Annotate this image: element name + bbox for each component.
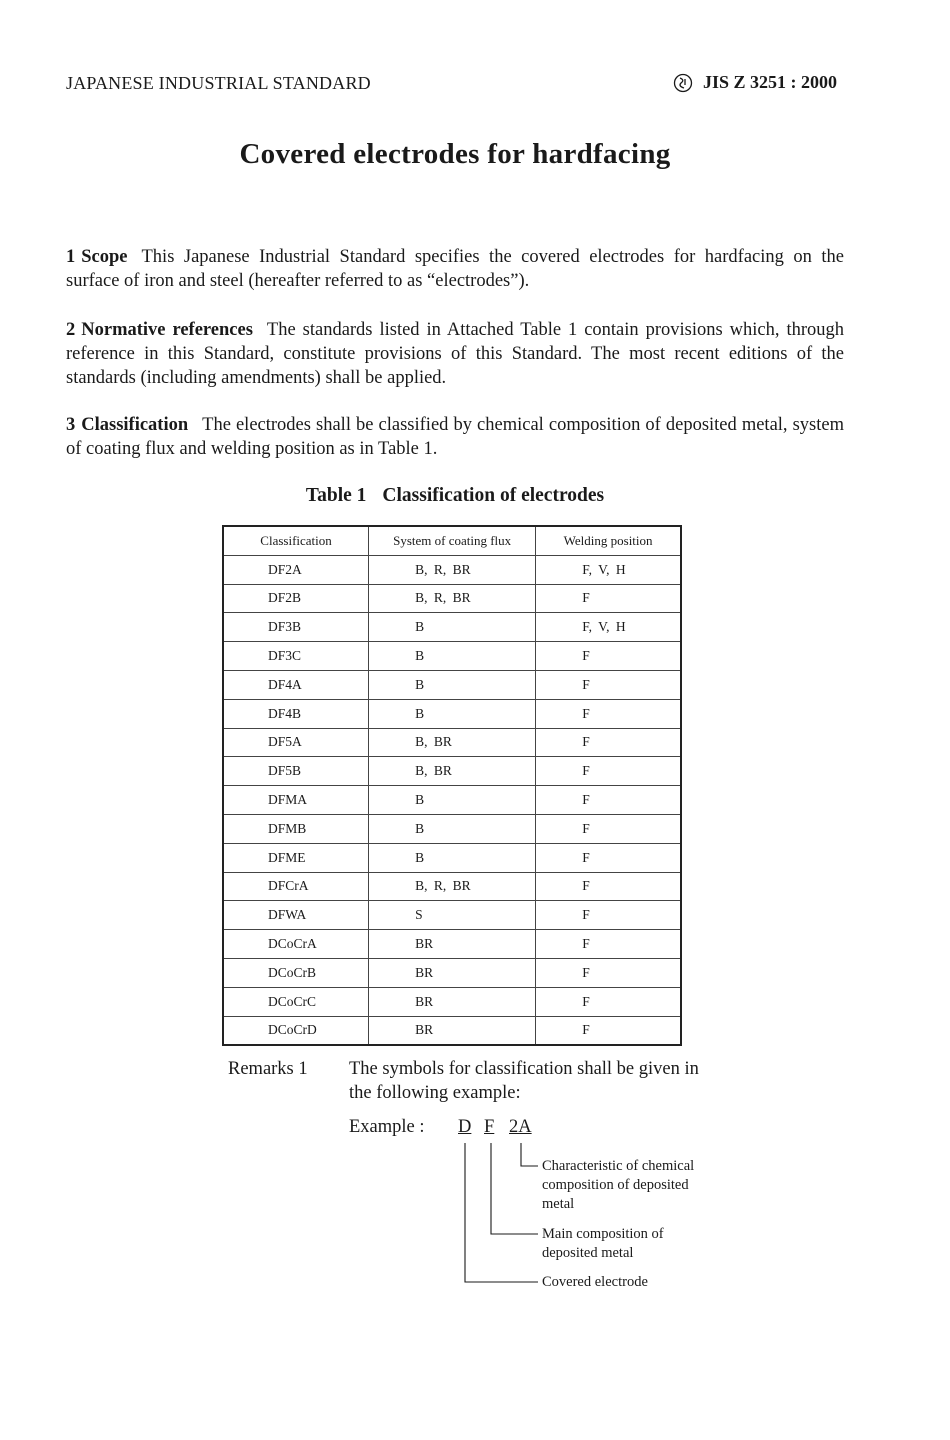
annotation-characteristic: Characteristic of chemical composition of deposited metal (542, 1158, 695, 1212)
section-text: The standards listed in Attached Table 1 contain provisions which, through reference in this Standard, constitute provisions of this Standard. The most recent editions of the standards (including amendments) shall be applied. (66, 320, 845, 388)
cell-classification: DF2A (223, 555, 369, 584)
cell-classification: DCoCrB (223, 958, 369, 987)
cell-welding-position: F (536, 584, 681, 613)
example-symbol-d: D (458, 1117, 472, 1137)
table-caption-title: Classification of electrodes (382, 485, 605, 506)
remarks-text: The symbols for classification shall be given in the following example: (349, 1059, 699, 1103)
column-header-classification: Classification (223, 526, 369, 555)
section-heading: Scope (81, 247, 128, 267)
cell-welding-position: F (536, 814, 681, 843)
cell-welding-position: F (536, 757, 681, 786)
cell-coating-flux: BR (369, 958, 536, 987)
remarks-label: Remarks 1 (228, 1059, 308, 1079)
cell-welding-position: F (536, 728, 681, 757)
section-heading: Classification (81, 415, 189, 435)
example-label: Example : (349, 1117, 425, 1137)
cell-coating-flux: B, BR (369, 757, 536, 786)
cell-welding-position: F (536, 987, 681, 1016)
section-number: 2 (66, 320, 76, 340)
cell-coating-flux: B (369, 642, 536, 671)
table-caption-number: Table 1 (305, 485, 367, 506)
cell-coating-flux: B, BR (369, 728, 536, 757)
column-header-coating-flux: System of coating flux (369, 526, 536, 555)
cell-coating-flux: BR (369, 987, 536, 1016)
cell-welding-position: F (536, 642, 681, 671)
cell-coating-flux: BR (369, 930, 536, 959)
cell-coating-flux: B (369, 786, 536, 815)
cell-classification: DFME (223, 843, 369, 872)
cell-coating-flux: S (369, 901, 536, 930)
section-number: 3 (66, 415, 76, 435)
cell-coating-flux: B, R, BR (369, 555, 536, 584)
cell-coating-flux: B (369, 843, 536, 872)
cell-classification: DF5B (223, 757, 369, 786)
cell-welding-position: F (536, 699, 681, 728)
column-header-welding-position: Welding position (536, 526, 681, 555)
cell-welding-position: F (536, 901, 681, 930)
standard-number-text: JIS Z 3251 : 2000 (702, 72, 837, 92)
cell-classification: DF2B (223, 584, 369, 613)
section-number: 1 (66, 247, 76, 267)
cell-classification: DCoCrC (223, 987, 369, 1016)
standard-header: JAPANESE INDUSTRIAL STANDARD (66, 73, 371, 93)
cell-welding-position: F (536, 872, 681, 901)
section-text: The electrodes shall be classified by chemical composition of deposited metal, system of coating flux and welding position as in Table 1. (66, 415, 844, 459)
cell-welding-position: F, V, H (536, 613, 681, 642)
cell-welding-position: F (536, 786, 681, 815)
cell-classification: DF3B (223, 613, 369, 642)
page-title: Covered electrodes for hardfacing (239, 138, 671, 170)
cell-welding-position: F, V, H (536, 555, 681, 584)
section-heading: Normative references (81, 320, 253, 340)
cell-coating-flux: BR (369, 1016, 536, 1045)
example-symbol-f: F (484, 1117, 495, 1137)
cell-classification: DCoCrA (223, 930, 369, 959)
cell-classification: DFWA (223, 901, 369, 930)
cell-classification: DCoCrD (223, 1016, 369, 1045)
cell-classification: DF3C (223, 642, 369, 671)
annotation-main-composition: Main composition of deposited metal (542, 1226, 664, 1261)
cell-welding-position: F (536, 670, 681, 699)
cell-classification: DFMA (223, 786, 369, 815)
cell-coating-flux: B (369, 814, 536, 843)
cell-welding-position: F (536, 958, 681, 987)
cell-coating-flux: B, R, BR (369, 872, 536, 901)
cell-coating-flux: B, R, BR (369, 584, 536, 613)
example-symbol-2a: 2A (509, 1117, 532, 1137)
cell-coating-flux: B (369, 670, 536, 699)
cell-classification: DFCrA (223, 872, 369, 901)
cell-coating-flux: B (369, 699, 536, 728)
cell-welding-position: F (536, 930, 681, 959)
cell-classification: DF4B (223, 699, 369, 728)
cell-classification: DFMB (223, 814, 369, 843)
section-text: This Japanese Industrial Standard specifies the covered electrodes for hardfacing on the surface of iron and steel (hereafter referred to as “electrodes”). (66, 247, 844, 291)
cell-classification: DF5A (223, 728, 369, 757)
cell-coating-flux: B (369, 613, 536, 642)
annotation-covered-electrode: Covered electrode (542, 1274, 648, 1290)
cell-welding-position: F (536, 843, 681, 872)
cell-welding-position: F (536, 1016, 681, 1045)
cell-classification: DF4A (223, 670, 369, 699)
